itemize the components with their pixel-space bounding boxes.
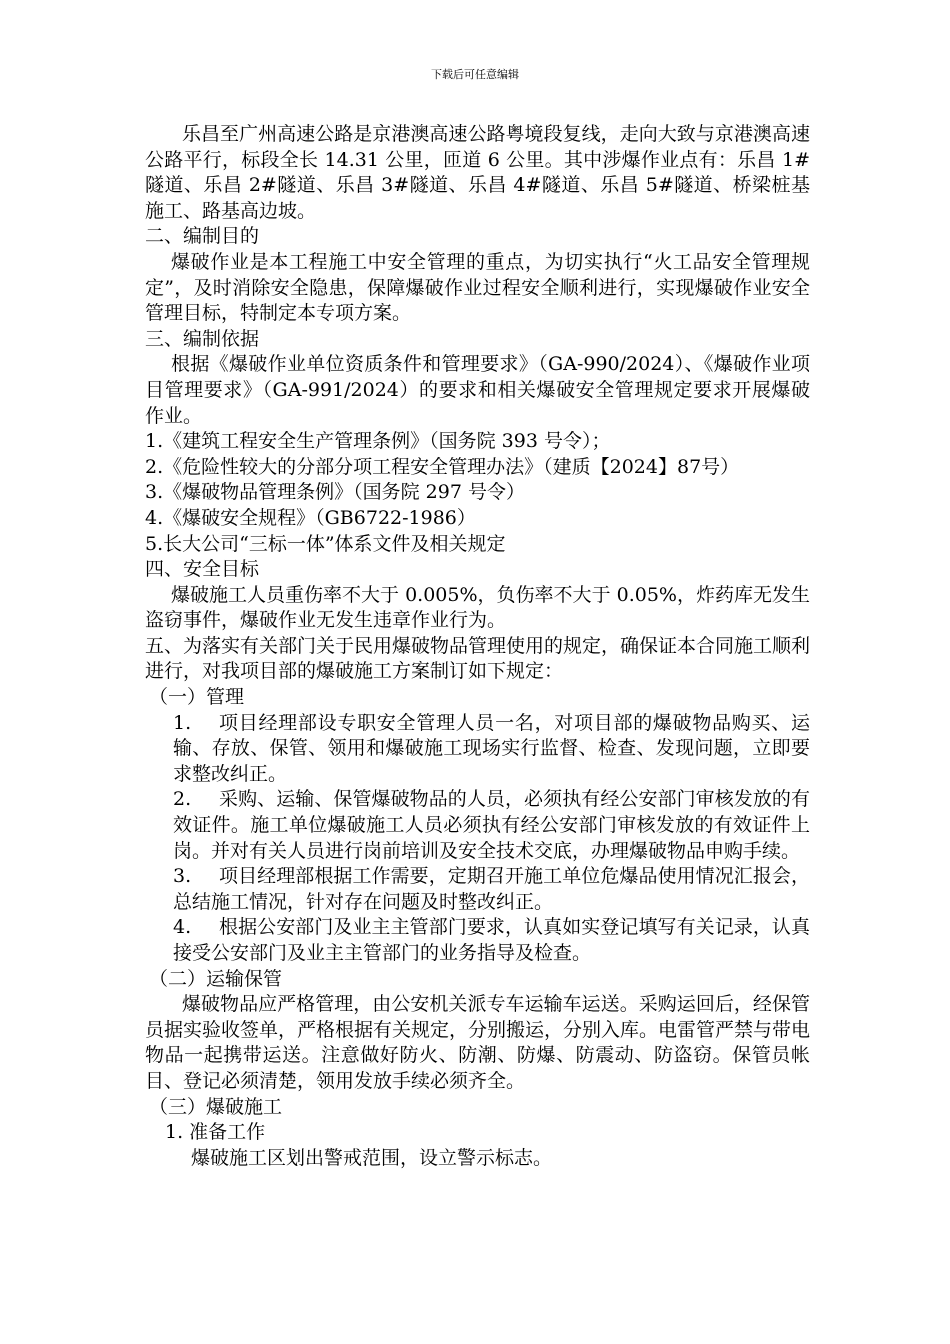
list-item-number: 2. [173,788,192,811]
list-item-number: 3. [173,865,192,888]
list-item-text: 项目经理部根据工作需要，定期召开施工单位危爆品使用情况汇报会，总结施工情况，针对存在问题及时整改纠正。 [173,865,810,913]
subsection-2-text: 爆破物品应严格管理，由公安机关派专车运输车运送。采购运回后，经保管员据实验收签单，严格根据有关规定，分别搬运，分别入库。电雷管严禁与带电物品一起携带运送。注意做好防火、防潮、防爆、防震动、防盗窃。保管员帐目、登记必须清楚，领用发放手续必须齐全。 [145,993,811,1092]
section-4-text: 爆破施工人员重伤率不大于 0.005%，负伤率不大于 0.05%，炸药库无发生盗窃事件，爆破作业无发生违章作业行为。 [145,583,810,632]
list-item-number: 4. [173,916,192,939]
reference-item: 1.《建筑工程安全生产管理条例》（国务院 393 号令）； [145,430,611,453]
preparation-text: 爆破施工区划出警戒范围，设立警示标志。 [191,1146,553,1169]
reference-item: 2.《危险性较大的分部分项工程安全管理办法》（建质【2024】87号） [145,455,740,478]
list-item-text: 采购、运输、保管爆破物品的人员，必须执有经公安部门审核发放的有效证件。施工单位爆破施工人员必须执有经公安部门审核发放的有效证件上岗。并对有关人员进行岗前培训及安全技术交底，办理爆破物品申购手续。 [173,788,810,862]
list-item-number: 1. [173,711,192,734]
section-3-title: 三、编制依据 [145,327,260,350]
list-item [145,711,810,788]
document-body [145,122,810,1171]
intro-paragraph: 乐昌至广州高速公路是京港澳高速公路粤境段复线，走向大致与京港澳高速公路平行，标段全长 14.31 公里，匝道 6 公里。其中涉爆作业点有：乐昌 1#隧道、乐昌 2#隧道、乐昌 3#隧道、乐昌 4#隧道、乐昌 5#隧道、桥梁桩基施工、路基高边坡。 [145,123,810,222]
list-item [145,864,810,915]
reference-item: 5.长大公司“三标一体”体系文件及相关规定 [145,532,506,555]
subsection-2-title: （二）运输保管 [149,967,283,990]
section-4-title: 四、安全目标 [145,558,260,581]
reference-item: 4.《爆破安全规程》（GB6722-1986） [145,506,476,529]
subsection-1-title: （一）管理 [149,686,245,709]
section-3-text: 根据《爆破作业单位资质条件和管理要求》（GA-990/2024）、《爆破作业项目管理要求》（GA-991/2024）的要求和相关爆破安全管理规定要求开展爆破作业。 [145,353,810,427]
section-2-text: 爆破作业是本工程施工中安全管理的重点，为切实执行“火工品安全管理规定”，及时消除安全隐患，保障爆破作业过程安全顺利进行，实现爆破作业安全管理目标，特制定本专项方案。 [145,250,810,325]
list-item-text: 项目经理部设专职安全管理人员一名，对项目部的爆破物品购买、运输、存放、保管、领用和爆破施工现场实行监督、检查、发现问题，立即要求整改纠正。 [173,711,810,785]
preparation-title: 1. 准备工作 [165,1121,266,1144]
subsection-3-title: （三）爆破施工 [149,1095,283,1118]
list-item-text: 根据公安部门及业主主管部门要求，认真如实登记填写有关记录，认真接受公安部门及业主主管部门的业务指导及检查。 [173,916,810,964]
list-item [145,787,810,864]
section-2-title: 二、编制目的 [145,225,260,248]
page-header: 下载后可任意编辑 [431,68,519,81]
list-item [145,915,810,966]
reference-item: 3.《爆破物品管理条例》（国务院 297 号令） [145,481,525,504]
section-5-title: 五、为落实有关部门关于民用爆破物品管理使用的规定，确保证本合同施工顺利进行，对我项目部的爆破施工方案制订如下规定： [145,634,811,683]
